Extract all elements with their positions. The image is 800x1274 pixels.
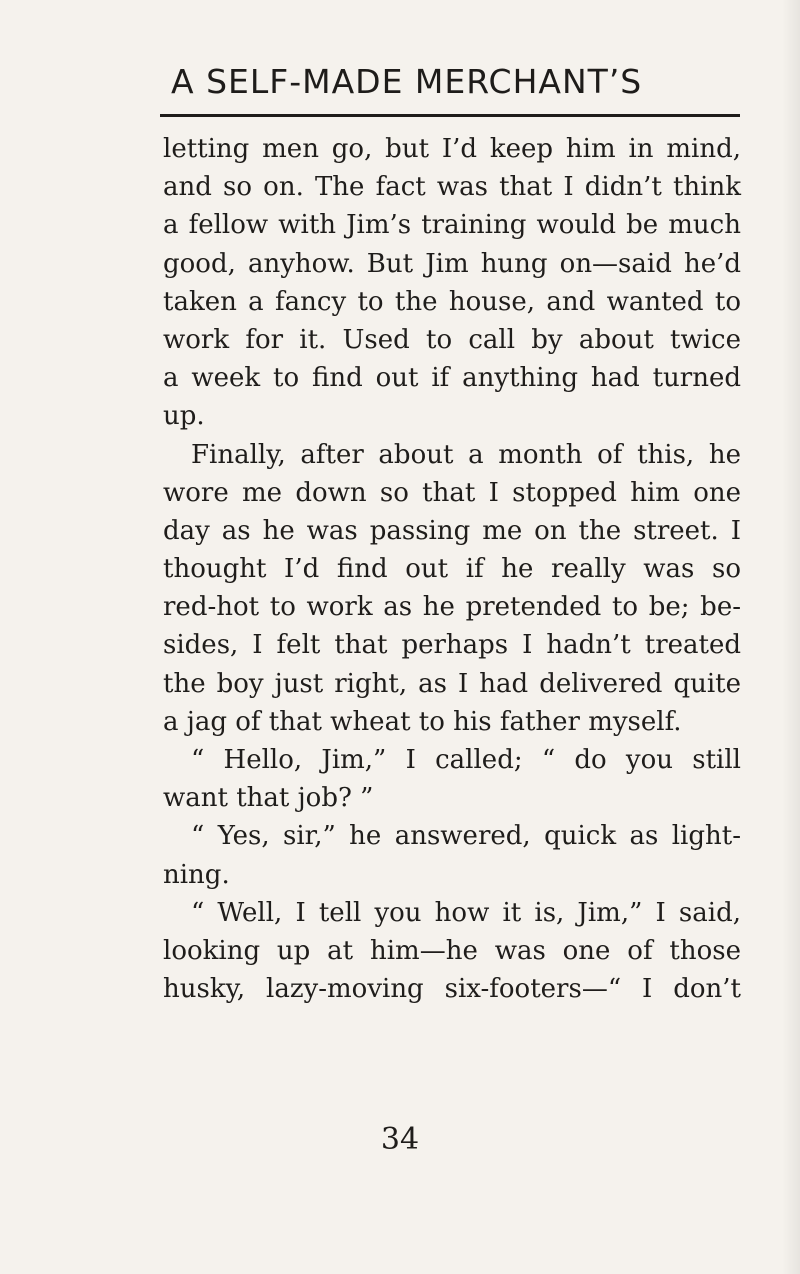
text-line: and so on. The fact was that I didn’t think [163, 172, 741, 203]
text-line: wore me down so that I stopped him one [163, 477, 741, 508]
page-number: 34 [380, 1122, 420, 1157]
text-line: looking up at him—he was one of those [163, 935, 741, 966]
text-line: sides, I felt that perhaps I hadn’t treated [163, 630, 741, 661]
text-line: letting men go, but I’d keep him in mind, [163, 134, 741, 164]
body-text [163, 130, 741, 1008]
text-line: a week to find out if anything had turned [163, 363, 741, 394]
text-line: up. [163, 401, 205, 432]
text-line: good, anyhow. But Jim hung on—said he’d [163, 248, 741, 279]
text-line: a fellow with Jim’s training would be much [163, 210, 741, 241]
text-line: taken a fancy to the house, and wanted to [163, 286, 741, 317]
text-line: “ Well, I tell you how it is, Jim,” I said, [191, 897, 741, 928]
text-line: “ Yes, sir,” he answered, quick as light- [191, 821, 741, 852]
text-line: husky, lazy-moving six-footers—“ I don’t [163, 974, 741, 1005]
text-line: want that job? ” [163, 783, 374, 814]
text-line: Finally, after about a month of this, he [191, 439, 741, 470]
text-line: the boy just right, as I had delivered quite [163, 668, 741, 699]
text-line: ning. [163, 859, 230, 890]
text-line: thought I’d find out if he really was so [163, 554, 741, 585]
text-line: a jag of that wheat to his father myself. [163, 706, 682, 737]
text-line: work for it. Used to call by about twice [163, 324, 741, 355]
text-line: day as he was passing me on the street. I [163, 515, 741, 546]
text-line: “ Hello, Jim,” I called; “ do you still [191, 745, 741, 775]
page-edge-shadow [782, 0, 800, 1274]
header-rule [160, 114, 740, 117]
text-line: red-hot to work as he pretended to be; be- [163, 592, 741, 623]
running-head: A SELF-MADE MERCHANT’S [171, 62, 643, 101]
